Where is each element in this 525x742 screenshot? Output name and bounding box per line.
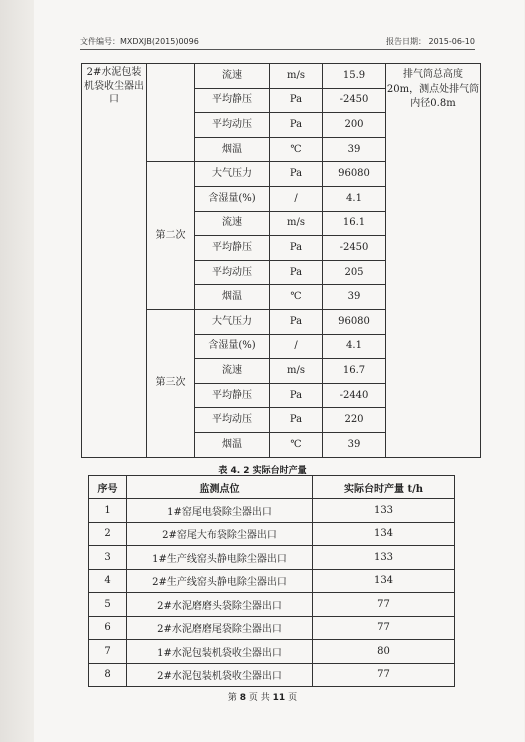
capacity-cell: 134 (313, 522, 455, 546)
unit-cell: Pa (270, 408, 323, 433)
value-cell: 16.1 (323, 211, 386, 236)
footer-total-pages: 11 (272, 693, 286, 703)
param-cell: 流速 (195, 211, 270, 236)
param-cell: 流速 (195, 64, 270, 89)
value-cell: -2450 (323, 236, 386, 261)
unit-cell: Pa (270, 162, 323, 187)
table-row (89, 569, 455, 593)
row-index-cell: 6 (89, 616, 127, 640)
param-cell: 流速 (195, 359, 270, 384)
param-cell: 平均动压 (195, 408, 270, 433)
footer-page-number: 8 (239, 693, 247, 703)
capacity-cell: 77 (313, 593, 455, 617)
value-cell: 96080 (323, 309, 386, 334)
value-cell: 96080 (323, 162, 386, 187)
capacity-cell: 77 (313, 616, 455, 640)
unit-cell: m/s (270, 211, 323, 236)
table-row (89, 616, 455, 640)
footer-prefix: 第 (227, 693, 237, 703)
capacity-cell: 133 (313, 499, 455, 523)
value-cell: -2450 (323, 88, 386, 113)
value-cell: -2440 (323, 383, 386, 408)
capacity-cell: 134 (313, 569, 455, 593)
value-cell: 15.9 (323, 64, 386, 89)
file-number: 文件编号：MXDXJB(2015)0096 (80, 37, 199, 46)
location-cell: 1#水泥包装机袋收尘器出口 (127, 640, 313, 664)
footer-mid: 页 共 (248, 693, 270, 703)
value-cell: 16.7 (323, 359, 386, 384)
unit-cell: m/s (270, 64, 323, 89)
unit-cell: m/s (270, 359, 323, 384)
param-cell: 烟温 (195, 137, 270, 162)
table-row (89, 499, 455, 523)
note-cell: 排气筒总高度 20m，测点处排气筒内径0.8m (386, 64, 481, 458)
unit-cell: / (270, 334, 323, 359)
col-header-location: 监测点位 (127, 476, 313, 499)
row-index-cell: 7 (89, 640, 127, 664)
round-label-cell: 第二次 (147, 162, 195, 310)
location-cell: 2#生产线窑头静电除尘器出口 (127, 569, 313, 593)
table-row (89, 522, 455, 546)
capacity-cell: 77 (313, 663, 455, 687)
location-cell: 1#生产线窑头静电除尘器出口 (127, 546, 313, 570)
unit-cell: Pa (270, 88, 323, 113)
unit-cell: Pa (270, 113, 323, 138)
param-cell: 烟温 (195, 285, 270, 310)
row-index-cell: 3 (89, 546, 127, 570)
col-header-index: 序号 (89, 476, 127, 499)
report-date: 报告日期： 2015-06-10 (385, 37, 475, 46)
unit-cell: / (270, 186, 323, 211)
param-cell: 含湿量(%) (195, 334, 270, 359)
row-index-cell: 5 (89, 593, 127, 617)
unit-cell: ℃ (270, 137, 323, 162)
value-cell: 4.1 (323, 186, 386, 211)
location-cell: 2#水泥包装机袋收尘器出口 (127, 663, 313, 687)
row-index-cell: 2 (89, 522, 127, 546)
param-cell: 平均动压 (195, 113, 270, 138)
table-row (89, 640, 455, 664)
value-cell: 4.1 (323, 334, 386, 359)
location-cell: 2#窑尾大布袋除尘器出口 (127, 522, 313, 546)
param-cell: 平均静压 (195, 383, 270, 408)
value-cell: 205 (323, 260, 386, 285)
table-row (89, 593, 455, 617)
row-index-cell: 4 (89, 569, 127, 593)
value-cell: 39 (323, 285, 386, 310)
capacity-header-row (89, 476, 455, 499)
header-rule (80, 49, 475, 50)
row-index-cell: 8 (89, 663, 127, 687)
round-label-cell: 第三次 (147, 309, 195, 457)
unit-cell: Pa (270, 383, 323, 408)
row-index-cell: 1 (89, 499, 127, 523)
location-cell: 2#水泥磨磨头袋除尘器出口 (127, 593, 313, 617)
location-cell: 2#水泥磨磨尾袋除尘器出口 (127, 616, 313, 640)
page-binding-edge (0, 0, 34, 742)
page-footer (0, 690, 525, 703)
page-header (80, 36, 475, 50)
location-cell: 1#窑尾电袋除尘器出口 (127, 499, 313, 523)
unit-cell: ℃ (270, 285, 323, 310)
capacity-cell: 80 (313, 640, 455, 664)
param-cell: 平均静压 (195, 88, 270, 113)
measurement-table (81, 63, 481, 458)
table-row (89, 663, 455, 687)
param-cell: 烟温 (195, 432, 270, 457)
capacity-table (88, 475, 455, 687)
footer-suffix: 页 (288, 693, 298, 703)
measurement-row (82, 64, 481, 89)
unit-cell: Pa (270, 260, 323, 285)
param-cell: 含湿量(%) (195, 186, 270, 211)
table-caption: 表 4. 2 实际台时产量 (218, 466, 307, 476)
value-cell: 39 (323, 137, 386, 162)
unit-cell: ℃ (270, 432, 323, 457)
value-cell: 39 (323, 432, 386, 457)
location-cell: 2#水泥包装机袋收尘器出口 (82, 64, 147, 458)
table-row (89, 546, 455, 570)
value-cell: 220 (323, 408, 386, 433)
first-round-cell (147, 64, 195, 162)
capacity-cell: 133 (313, 546, 455, 570)
param-cell: 平均动压 (195, 260, 270, 285)
param-cell: 平均静压 (195, 236, 270, 261)
col-header-capacity: 实际台时产量 t/h (313, 476, 455, 499)
param-cell: 大气压力 (195, 309, 270, 334)
value-cell: 200 (323, 113, 386, 138)
unit-cell: Pa (270, 236, 323, 261)
param-cell: 大气压力 (195, 162, 270, 187)
unit-cell: Pa (270, 309, 323, 334)
